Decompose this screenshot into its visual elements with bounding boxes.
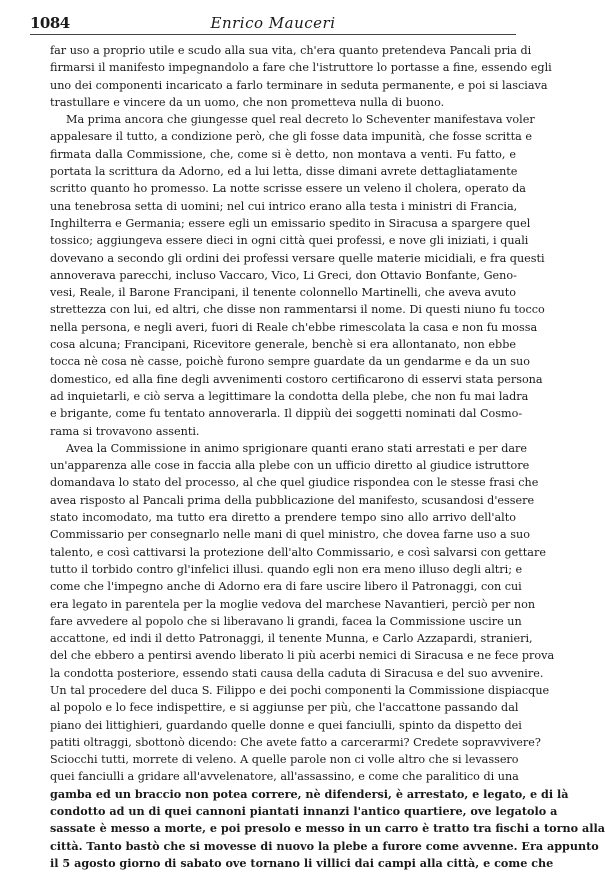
text-line: uno dei componenti incaricato a farlo terminare in seduta permanente, e poi si lasciava [50,78,548,92]
running-title: Enrico Mauceri [210,14,336,32]
text-line: il 5 agosto giorno di sabato ove tornano li villici dai campi alla città, e come che [50,855,554,870]
text-line: portata la scrittura da Adorno, ed a lui letta, disse dimani avrete dettagliatamente [50,165,518,179]
text-line: Sciocchi tutti, morrete di veleno. A quelle parole non ci volle altro che si levassero [50,753,519,767]
text-line: stato incomodato, ma tutto era diretto a prendere tempo sino allo arrivo dell'alto [50,511,516,525]
text-line: Commissario per consegnarlo nelle mani di quel ministro, che dovea farne uso a suo [50,528,530,542]
text-line: ad inquietarli, e ciò serva a legittimare la condotta della plebe, che non fu mai ladra [50,389,529,403]
text-line: firmata dalla Commissione, che, come si è detto, non montava a venti. Fu fatto, e [50,147,516,161]
text-line: Un tal procedere del duca S. Filippo e dei pochi componenti la Commissione dispiacque [50,683,550,697]
paragraph [50,440,605,872]
text-line: accattone, ed indi il detto Patronaggi, il tenente Munna, e Carlo Azzapardi, stranieri, [50,632,533,646]
text-line: vesi, Reale, il Barone Francipani, il tenente colonnello Martinelli, che aveva avuto [50,286,516,300]
text-line: la condotta posteriore, essendo stati causa della caduta di Siracusa e del suo avvenire. [50,666,544,680]
text-line: firmarsi il manifesto impegnandolo a fare che l'istruttore lo portasse a fine, essendo egli [50,61,552,75]
text-line: domestico, ed alla fine degli avvenimenti costoro certificarono di esservi stata persona [50,372,543,386]
text-line: sassate è messo a morte, e poi presolo e messo in un carro è tratto tra fischi a torno alla [50,821,605,836]
text-line: gamba ed un braccio non potea correre, nè difendersi, è arrestato, e legato, e di là [50,786,569,801]
text-line: città. Tanto bastò che si movesse di nuovo la plebe a furore come avvenne. Era appunto [50,838,599,853]
text-line: era legato in parentela per la moglie vedova del marchese Navantieri, perciò per non [50,597,536,611]
text-line: tocca nè cosa nè casse, poichè furono sempre guardate da un gendarme e da un suo [50,355,530,369]
text-line: patiti oltraggi, sbottonò dicendo: Che avete fatto a carcerarmi? Credete sopravvivere? [50,735,541,749]
text-line: appalesare il tutto, a condizione però, che gli fosse data impunità, che fosse scritta e [50,130,532,144]
text-line: rama si trovavono assenti. [50,424,200,438]
text-line: quei fanciulli a gridare all'avvelenatore, all'assassino, e come che paralitico di una [50,770,519,784]
text-line: trastullare e vincere da un uomo, che non prometteva nulla di buono. [50,95,445,109]
text-line: condotto ad un di quei cannoni piantati innanzi l'antico quartiere, ove legatolo a [50,804,558,819]
text-line: Inghilterra e Germania; essere egli un emissario spedito in Siracusa a spargere quel [50,216,531,230]
text-line: del che ebbero a pentirsi avendo liberato li più acerbi nemici di Siracusa e ne fece prova [50,649,555,663]
text-line: annoverava parecchi, incluso Vaccaro, Vico, Li Greci, don Ottavio Bonfante, Geno- [50,268,517,282]
text-line: fare avvedere al popolo che si liberavano li grandi, facea la Commissione uscire un [50,614,522,628]
text-line: avea risposto al Pancali prima della pubblicazione del manifesto, scusandosi d'essere [50,493,535,507]
text-line: un'apparenza alle cose in faccia alla plebe con un ufficio diretto al giudice istruttore [50,459,530,473]
text-line: Ma prima ancora che giungesse quel real decreto lo Scheventer manifestava voler [66,113,535,127]
page-header [30,14,516,36]
text-line: una tenebrosa setta di uomini; nel cui intrico erano alla testa i ministri di Francia, [50,199,518,213]
text-line: nella persona, e negli averi, fuori di Reale ch'ebbe rimescolata la casa e non fu mossa [50,320,538,334]
text-line: strettezza con lui, ed altri, che disse non rammentarsi il nome. Di questi niuno fu tocco [50,303,545,317]
text-line: cosa alcuna; Francipani, Ricevitore generale, benchè si era allontanato, non ebbe [50,338,516,352]
text-line: Avea la Commissione in animo sprigionare quanti erano stati arrestati e per dare [66,441,527,455]
text-line: al popolo e lo fece indispettire, e si aggiunse per più, che l'accattone passando dal [50,701,519,715]
text-line: domandava lo stato del processo, al che quel giudice rispondea con le stesse frasi che [50,476,539,490]
text-line: tossico; aggiungeva essere dieci in ogni città quei professi, e nove gli iniziati, i quali [50,234,529,248]
paragraph [50,111,545,440]
text-line: scritto quanto ho promesso. La notte scrisse essere un veleno il cholera, operato da [50,182,526,196]
text-line: dovevano a secondo gli ordini dei professi versare quelle materie micidiali, e fra questi [50,251,545,265]
text-line: tutto il torbido contro gl'infelici illusi. quando egli non era meno illuso degli altri; e [50,562,523,576]
text-line: piano dei littighieri, guardando quelle donne e quei fanciulli, spinto da dispetto dei [50,718,522,732]
text-line: talento, e così cattivarsi la protezione dell'alto Commissario, e così salvarsi con gettare [50,545,546,559]
text-line: e brigante, come fu tentato annoverarla. Il dippiù dei soggetti nominati dal Cosmo- [50,407,523,421]
page-number: 1084 [30,14,70,32]
paragraph [50,42,552,111]
text-line: come che l'impegno anche di Adorno era di fare uscire libero il Patronaggi, con cui [50,580,522,594]
header-rule [30,34,516,35]
page-body [50,42,605,872]
text-line: far uso a proprio utile e scudo alla sua vita, ch'era quanto pretendeva Pancali pria di [50,44,532,57]
